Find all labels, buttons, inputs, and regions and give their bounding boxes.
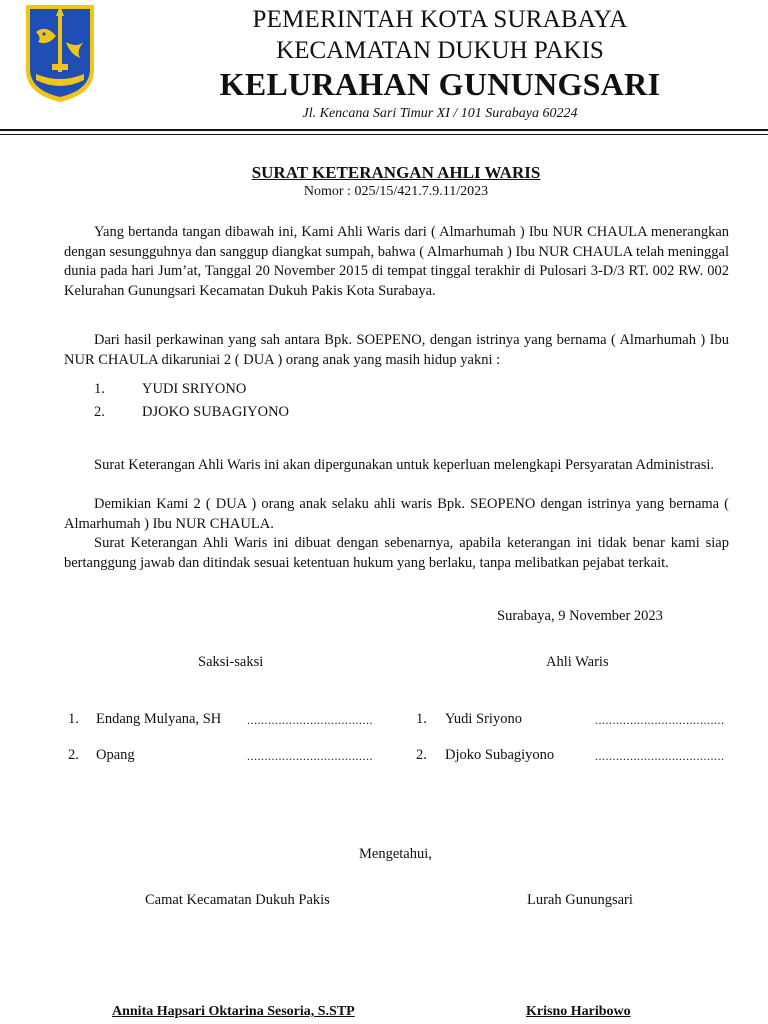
place-date: Surabaya, 9 November 2023: [497, 608, 663, 624]
camat-name-signature: Annita Hapsari Oktarina Sesoria, S.STP: [112, 1004, 355, 1019]
heir-signature-line: .....................................: [595, 713, 725, 727]
child-name: YUDI SRIYONO: [142, 381, 247, 397]
header-government: PEMERINTAH KOTA SURABAYA: [252, 6, 628, 33]
child-name: DJOKO SUBAGIYONO: [142, 404, 290, 420]
child-number: 1.: [94, 381, 105, 397]
document-title: SURAT KETERANGAN AHLI WARIS: [251, 163, 541, 182]
paragraph-marriage-text: Dari hasil perkawinan yang sah antara Bpk. SOEPENO, dengan istrinya yang bernama ( Almarhumah ) Ibu NUR CHAULA dikaruniai 2 ( DUA ) orang anak yang masih hidup yakni :: [64, 332, 729, 368]
lurah-name-signature: Krisno Haribowo: [526, 1004, 631, 1019]
header-district: KECAMATAN DUKUH PAKIS: [276, 37, 604, 64]
paragraph-statement-text: Surat Keterangan Ahli Waris ini dibuat dengan sebenarnya, apabila keterangan ini tidak benar kami siap bertanggung jawab dan ditindak sesuai ketentuan hukum yang berlaku, tanpa melibatkan pejabat terkait.: [64, 535, 729, 571]
paragraph-marriage: [64, 331, 729, 370]
witness-name: Opang: [96, 747, 135, 763]
paragraph-heirs: [64, 495, 729, 534]
witness-name: Endang Mulyana, SH: [96, 711, 222, 727]
witness-signature-line: ....................................: [247, 749, 373, 763]
header-divider-thin: [0, 134, 768, 135]
witness-number: 1.: [68, 711, 79, 727]
heir-name: Yudi Sriyono: [445, 711, 522, 727]
header-divider-thick: [0, 129, 768, 131]
lurah-title: Lurah Gunungsari: [527, 892, 633, 908]
heirs-heading: Ahli Waris: [546, 654, 609, 670]
heir-number: 1.: [416, 711, 427, 727]
witness-number: 2.: [68, 747, 79, 763]
paragraph-declaration: [64, 223, 729, 301]
heir-signature-line: .....................................: [595, 749, 725, 763]
header-subdistrict: KELURAHAN GUNUNGSARI: [219, 66, 661, 102]
paragraph-heirs-text: Demikian Kami 2 ( DUA ) orang anak selaku ahli waris Bpk. SEOPENO dengan istrinya yang bernama ( Almarhumah ) Ibu NUR CHAULA.: [64, 496, 729, 532]
paragraph-purpose: [64, 456, 729, 476]
child-number: 2.: [94, 404, 105, 420]
paragraph-declaration-text: Yang bertanda tangan dibawah ini, Kami Ahli Waris dari ( Almarhumah ) Ibu NUR CHAULA menerangkan dengan sesungguhnya dan sanggup diangkat sumpah, bahwa ( Almarhumah ) Ibu NUR CHAULA telah meninggal dunia pada hari Jum’at, Tanggal 20 November 2015 di tempat tinggal terakhir di Pulosari 3-D/3 RT. 002 RW. 002 Kelurahan Gunungsari Kecamatan Dukuh Pakis Kota Surabaya.: [64, 224, 729, 299]
witness-signature-line: ....................................: [247, 713, 373, 727]
camat-title: Camat Kecamatan Dukuh Pakis: [145, 892, 330, 908]
acknowledged-label: Mengetahui,: [359, 846, 432, 862]
witnesses-heading: Saksi-saksi: [198, 654, 264, 670]
paragraph-statement: [64, 534, 729, 573]
heir-number: 2.: [416, 747, 427, 763]
document-number: Nomor : 025/15/421.7.9.11/2023: [303, 184, 489, 199]
heir-name: Djoko Subagiyono: [445, 747, 555, 763]
surabaya-emblem-logo: [22, 2, 98, 104]
paragraph-purpose-text: Surat Keterangan Ahli Waris ini akan dipergunakan untuk keperluan melengkapi Persyaratan Administrasi.: [94, 457, 715, 473]
header-address: Jl. Kencana Sari Timur XI / 101 Surabaya 60224: [302, 106, 578, 121]
